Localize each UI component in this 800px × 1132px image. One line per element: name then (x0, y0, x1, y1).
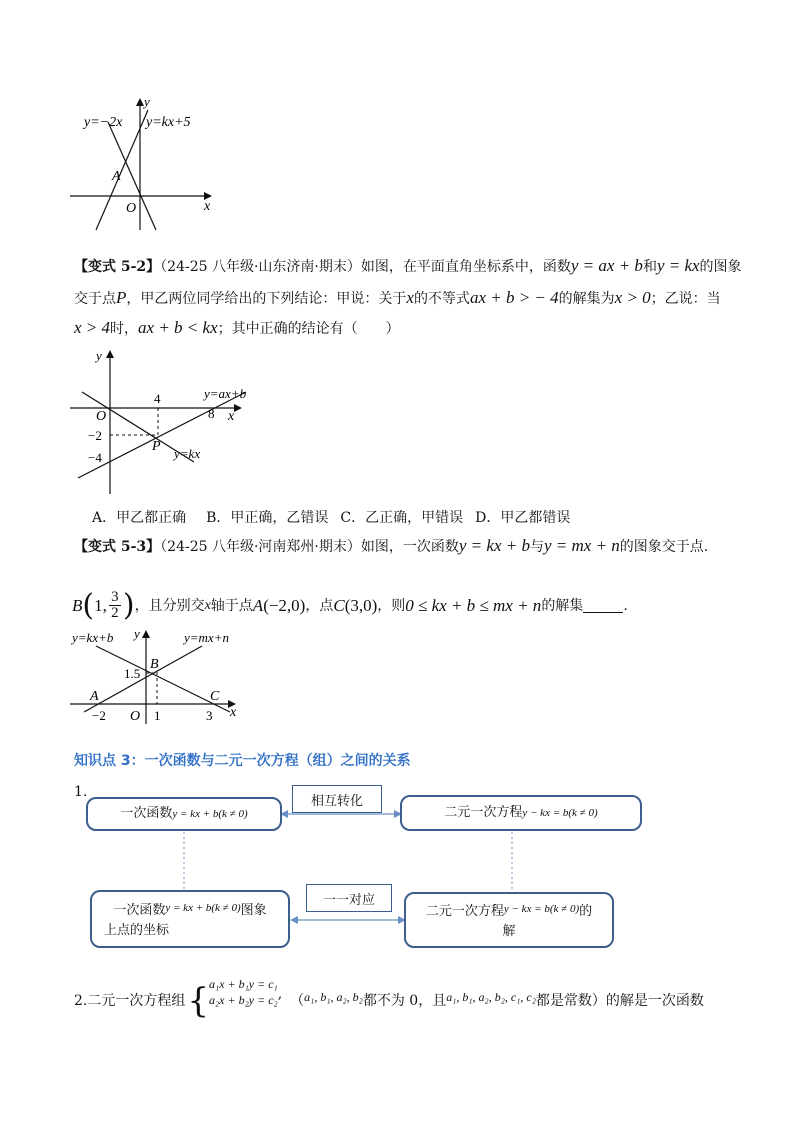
box-graph-point-coords (90, 890, 290, 948)
y-axis-label: y (134, 626, 140, 641)
text: 的不等式 (413, 291, 470, 307)
text: 的解集 (541, 597, 584, 614)
text: , (277, 986, 283, 1002)
origin-label: O (130, 709, 141, 724)
label-line-neg2x: y=−2x (84, 115, 123, 130)
arrow-bottom-head-left (290, 916, 298, 924)
text: ；其中正确的结论有（ ） (217, 321, 400, 337)
point-a: A (252, 595, 264, 615)
y-axis-arrow (142, 630, 150, 638)
choice-a[interactable]: A．甲乙都正确 (92, 510, 187, 526)
tag-mutual-conversion: 相互转化 (292, 785, 382, 813)
formula: y = kx + b (458, 536, 530, 555)
box-formula: y − kx = b(k ≠ 0) (522, 807, 598, 819)
x-axis-label: x (204, 199, 211, 214)
point-p-label: P (152, 439, 161, 454)
choice-c[interactable]: C．乙正确，甲错误 (340, 510, 464, 526)
text: 的图象交于点. (619, 539, 709, 555)
tick-8: 8 (208, 406, 215, 421)
origin-label: O (126, 201, 137, 216)
problem-5-2-line-3 (74, 318, 400, 339)
text: ，甲乙两位同学给出的下列结论：甲说：关于 (126, 291, 407, 307)
box-equation-solution (404, 892, 614, 948)
problem-source: （24-25 八年级·山东济南·期末）如图，在平面直角坐标系中，函数 (160, 259, 571, 275)
equation-brace: { (187, 981, 209, 1021)
label-line-kx: y=kx (174, 446, 201, 461)
text: ，则 (377, 597, 406, 614)
point-a-label: A (112, 169, 121, 184)
y-axis-label: y (144, 94, 150, 109)
coefficients: a₁, b₁, a₂, b₂ (304, 990, 363, 1004)
point-a-label: A (90, 689, 99, 704)
box-line-1 (426, 899, 592, 922)
problem-5-2-line-2 (74, 288, 721, 309)
fraction (109, 590, 121, 621)
tick-neg2: −2 (92, 708, 106, 723)
answer-blank[interactable] (583, 598, 623, 613)
text: 都不为 0，且 (362, 993, 447, 1009)
paren-left: ( (82, 587, 95, 623)
text: ，且分别交 (134, 597, 205, 614)
tick-neg2: −2 (88, 428, 102, 443)
b-x-coord: 1, (94, 595, 107, 615)
label-line-kx5: y=kx+5 (146, 115, 191, 130)
choice-d[interactable]: D．甲乙都错误 (475, 510, 571, 526)
y-axis-arrow (136, 98, 144, 106)
inequality: ax + b < kx (138, 318, 218, 337)
text: 与 (529, 539, 544, 555)
problem-5-3-line-2 (72, 587, 628, 623)
formula: y = ax + b (570, 256, 643, 275)
box-linear-function (86, 797, 282, 831)
box-line-2: 上点的坐标 (104, 922, 170, 938)
choice-b[interactable]: B．甲正确，乙错误 (206, 510, 329, 526)
tick-1: 1 (154, 708, 161, 723)
point-b-label: B (150, 657, 159, 672)
text: 的图象 (699, 259, 742, 275)
graph-2 (70, 346, 270, 496)
section-heading: 知识点 3：一次函数与二元一次方程（组）之间的关系 (74, 753, 411, 769)
x-axis-arrow (234, 404, 242, 412)
text: （ (290, 993, 305, 1009)
formula: y = kx (656, 256, 700, 275)
text: 时， (110, 321, 139, 337)
tick-3: 3 (206, 708, 213, 723)
text: ，点 (305, 597, 334, 614)
solution: x > 0 (614, 288, 651, 307)
item-2-line (74, 977, 704, 1021)
text: （24-25 八年级·河南郑州·期末）如图，一次函数 (160, 539, 459, 555)
problem-tag: 【变式 5-2】 (74, 259, 161, 275)
label-line-mxn: y=mx+n (184, 630, 229, 645)
condition: x > 4 (74, 318, 111, 337)
problem-5-3-line-1 (74, 536, 708, 557)
box-line-1 (113, 898, 266, 921)
label-line-axb: y=ax+b (204, 386, 247, 401)
point-label: P (116, 288, 127, 307)
variable: x (204, 597, 211, 613)
fraction-denominator: 2 (111, 605, 119, 621)
variable: x (406, 288, 414, 307)
item-1-label: 1. (74, 784, 88, 800)
text: 2.二元一次方程组 (74, 993, 186, 1009)
line-mxn (84, 646, 202, 712)
point-c-label: C (210, 689, 220, 704)
answer-choices (92, 508, 570, 528)
origin-label: O (96, 409, 107, 424)
box-line-2: 解 (502, 923, 516, 939)
equation-system (209, 976, 278, 1008)
y-axis-arrow (106, 350, 114, 358)
fraction-numerator: 3 (111, 589, 119, 605)
text: 和 (642, 259, 657, 275)
box-formula: y − kx = b(k ≠ 0) (503, 902, 580, 915)
c-coord: (3,0) (344, 595, 378, 615)
graph-1 (70, 92, 230, 232)
box-text: 二元一次方程 (444, 805, 523, 820)
problem-5-2-line-1 (74, 256, 742, 277)
paren-right: ) (122, 587, 135, 623)
y-axis-label: y (96, 348, 102, 363)
box-formula: y = kx + b(k ≠ 0) (172, 808, 248, 820)
graph-3 (70, 624, 250, 726)
text: 的解集为 (558, 291, 615, 307)
box-text: 图象 (240, 902, 267, 918)
text: 轴于点 (210, 597, 253, 614)
box-text: 一次函数 (113, 902, 166, 918)
text: 都是常数）的解是一次函数 (535, 993, 704, 1009)
x-axis-label: x (230, 705, 237, 720)
text: . (623, 597, 628, 614)
point-c: C (333, 595, 345, 615)
inequality: ax + b > − 4 (469, 288, 559, 307)
x-axis-label: x (228, 409, 235, 424)
tick-1-5: 1.5 (124, 666, 141, 681)
tick-4: 4 (154, 391, 161, 406)
text: 交于点 (74, 291, 116, 307)
problem-tag: 【变式 5-3】 (74, 539, 161, 555)
box-linear-equation (400, 795, 642, 831)
box-text: 二元一次方程 (425, 903, 504, 919)
coefficients: a₁, b₁, a₂, b₂, c₁, c₂ (446, 990, 536, 1004)
equation-2: a₂x + b₂y = c₂ (209, 993, 278, 1007)
box-text: 的 (579, 903, 593, 919)
a-coord: (−2,0) (263, 595, 306, 615)
text: ；乙说：当 (650, 291, 721, 307)
tag-one-to-one: 一一对应 (306, 884, 392, 912)
label-line-kxb: y=kx+b (72, 630, 114, 645)
formula: y = mx + n (543, 536, 620, 555)
point-b: B (72, 595, 83, 615)
box-formula: y = kx + b(k ≠ 0) (165, 901, 241, 914)
inequality: 0 ≤ kx + b ≤ mx + n (405, 595, 542, 615)
tick-neg4: −4 (88, 450, 102, 465)
box-text: 一次函数 (120, 806, 173, 821)
equation-1: a₁x + b₁y = c₁ (209, 977, 278, 991)
